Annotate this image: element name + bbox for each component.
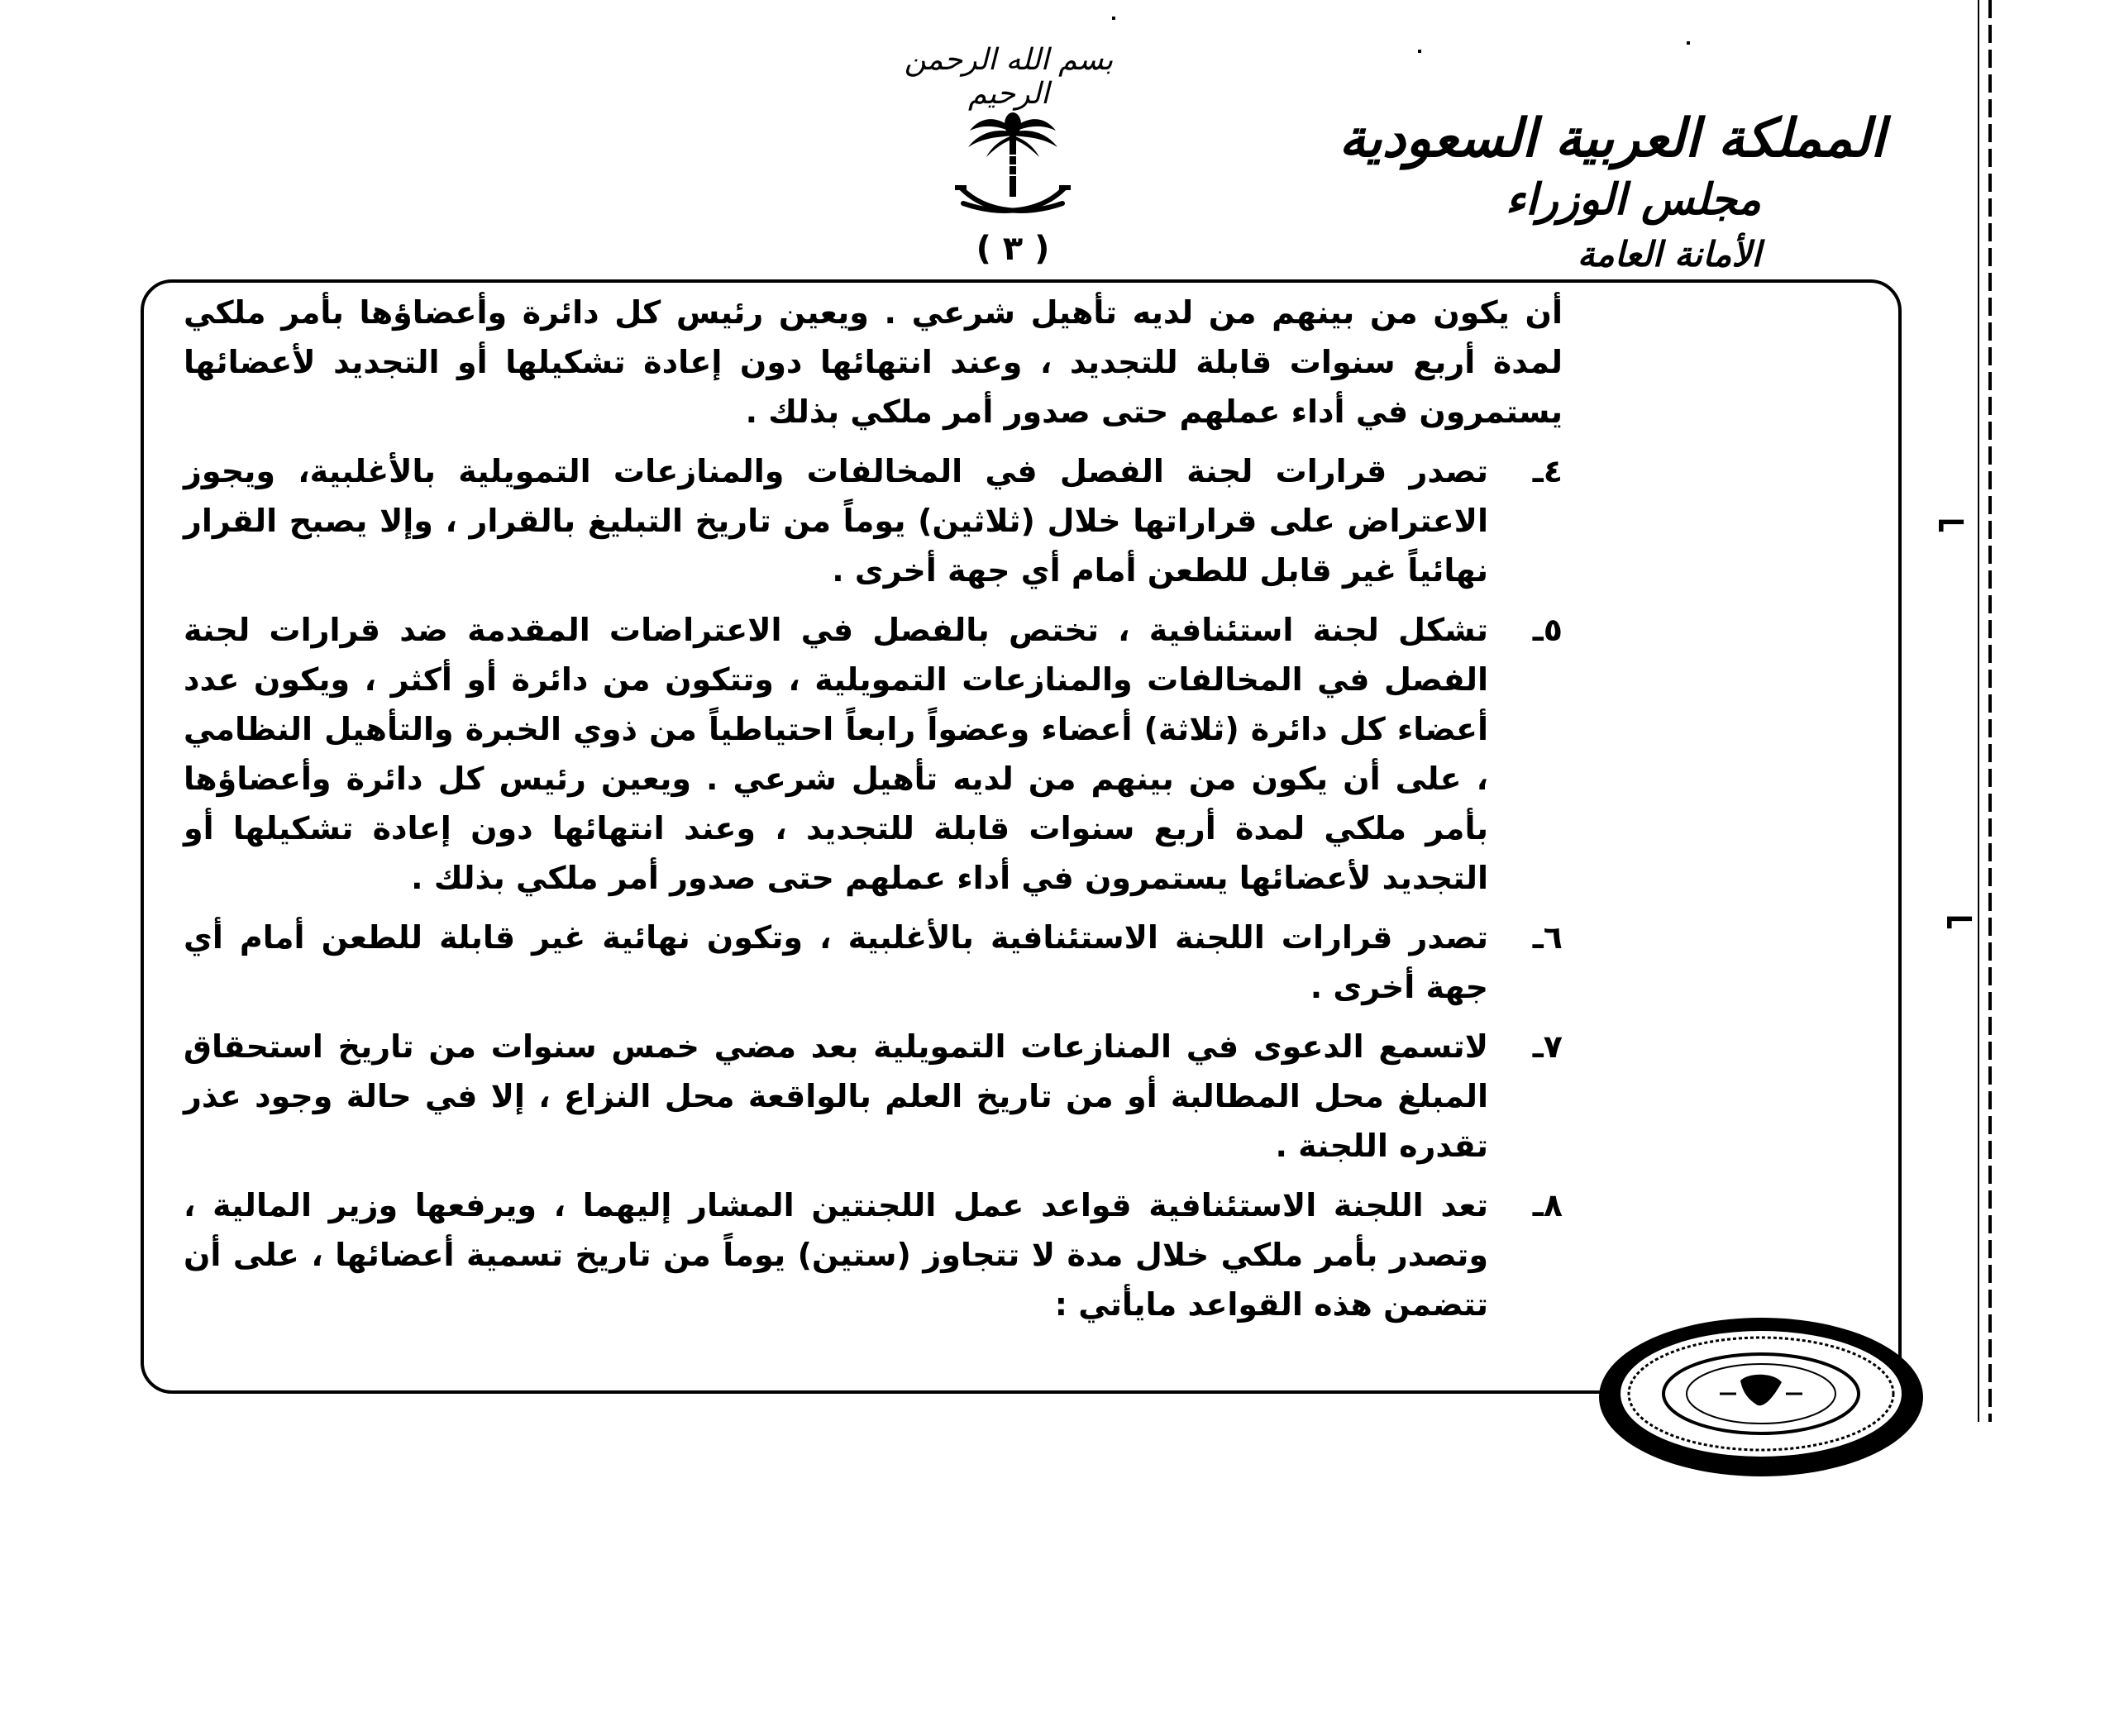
- list-item: [184, 605, 1563, 903]
- document-body: [184, 288, 1563, 1339]
- kingdom-title: المملكة العربية السعودية: [1339, 107, 1885, 169]
- item-number: ٧ـ: [1532, 1028, 1563, 1065]
- scan-edge-line: [1978, 0, 1979, 1422]
- item-text: تشكل لجنة استئنافية ، تختص بالفصل في الاعتراضات المقدمة ضد قرارات لجنة الفصل في المخالفات والمنازعات التمويلية ، وتتكون من دائرة أو أكثر ، ويكون عدد أعضاء كل دائرة (ثلاثة) أعضاء وعضواً رابعاً احتياطياً من ذوي الخبرة والتأهيل النظامي ، على أن يكون من بينهم من لديه تأهيل شرعي . ويعين رئيس كل دائرة وأعضاؤها بأمر ملكي لمدة أربع سنوات قابلة للتجديد ، وعند انتهائها دون إعادة تشكيلها أو التجديد لأعضائها يستمرون في أداء عملهم حتى صدور أمر ملكي بذلك .: [184, 612, 1488, 896]
- item-number: ٨ـ: [1532, 1187, 1563, 1223]
- palm-and-swords-emblem-icon: [947, 106, 1079, 230]
- basmala: بسم الله الرحمن الرحيم: [904, 43, 1114, 111]
- scan-speck: [1112, 17, 1115, 20]
- margin-mark: ⌐: [1943, 898, 1977, 944]
- item-text: تصدر قرارات لجنة الفصل في المخالفات والمنازعات التمويلية بالأغلبية، ويجوز الاعتراض على قراراتها خلال (ثلاثين) يوماً من تاريخ التبليغ بالقرار ، وإلا يصبح القرار نهائياً غير قابل للطعن أمام أي جهة أخرى .: [184, 453, 1488, 589]
- list-item: [184, 913, 1563, 1012]
- item-number: ٦ـ: [1532, 919, 1563, 956]
- council-title: مجلس الوزراء: [1505, 174, 1761, 225]
- page-number: ( ٣ ): [976, 230, 1050, 268]
- item-text: لاتسمع الدعوى في المنازعات التمويلية بعد مضي خمس سنوات من تاريخ استحقاق المبلغ محل المطالبة أو من تاريخ العلم بالواقعة محل النزاع ، إلا في حالة وجود عذر تقدره اللجنة .: [184, 1028, 1488, 1164]
- scan-speck: [1687, 41, 1690, 45]
- item-text: تعد اللجنة الاستئنافية قواعد عمل اللجنتين المشار إليهما ، ويرفعها وزير المالية ، وتصدر بأمر ملكي خلال مدة لا تتجاوز (ستين) يوماً من تاريخ تسمية أعضائها ، على أن تتضمن هذه القواعد مايأتي :: [184, 1187, 1488, 1323]
- list-item: [184, 1022, 1563, 1171]
- intro-paragraph: أن يكون من بينهم من لديه تأهيل شرعي . ويعين رئيس كل دائرة وأعضاؤها بأمر ملكي لمدة أربع سنوات قابلة للتجديد ، وعند انتهائها دون إعادة تشكيلها أو التجديد لأعضائها يستمرون في أداء عملهم حتى صدور أمر ملكي بذلك .: [184, 294, 1563, 430]
- secretariat-title: الأمانة العامة: [1577, 234, 1761, 275]
- scan-speck: [1418, 50, 1421, 53]
- item-text: تصدر قرارات اللجنة الاستئنافية بالأغلبية ، وتكون نهائية غير قابلة للطعن أمام أي جهة أخرى .: [184, 919, 1488, 1005]
- item-number: ٥ـ: [1532, 612, 1563, 648]
- margin-mark: ⌐: [1935, 501, 1969, 547]
- official-seal-icon: [1596, 1314, 1926, 1480]
- letterhead: [1290, 107, 1902, 276]
- scan-edge-dashed-line: [1988, 0, 1992, 1422]
- list-item: [184, 446, 1563, 595]
- list-item: [184, 1180, 1563, 1329]
- item-number: ٤ـ: [1532, 453, 1563, 489]
